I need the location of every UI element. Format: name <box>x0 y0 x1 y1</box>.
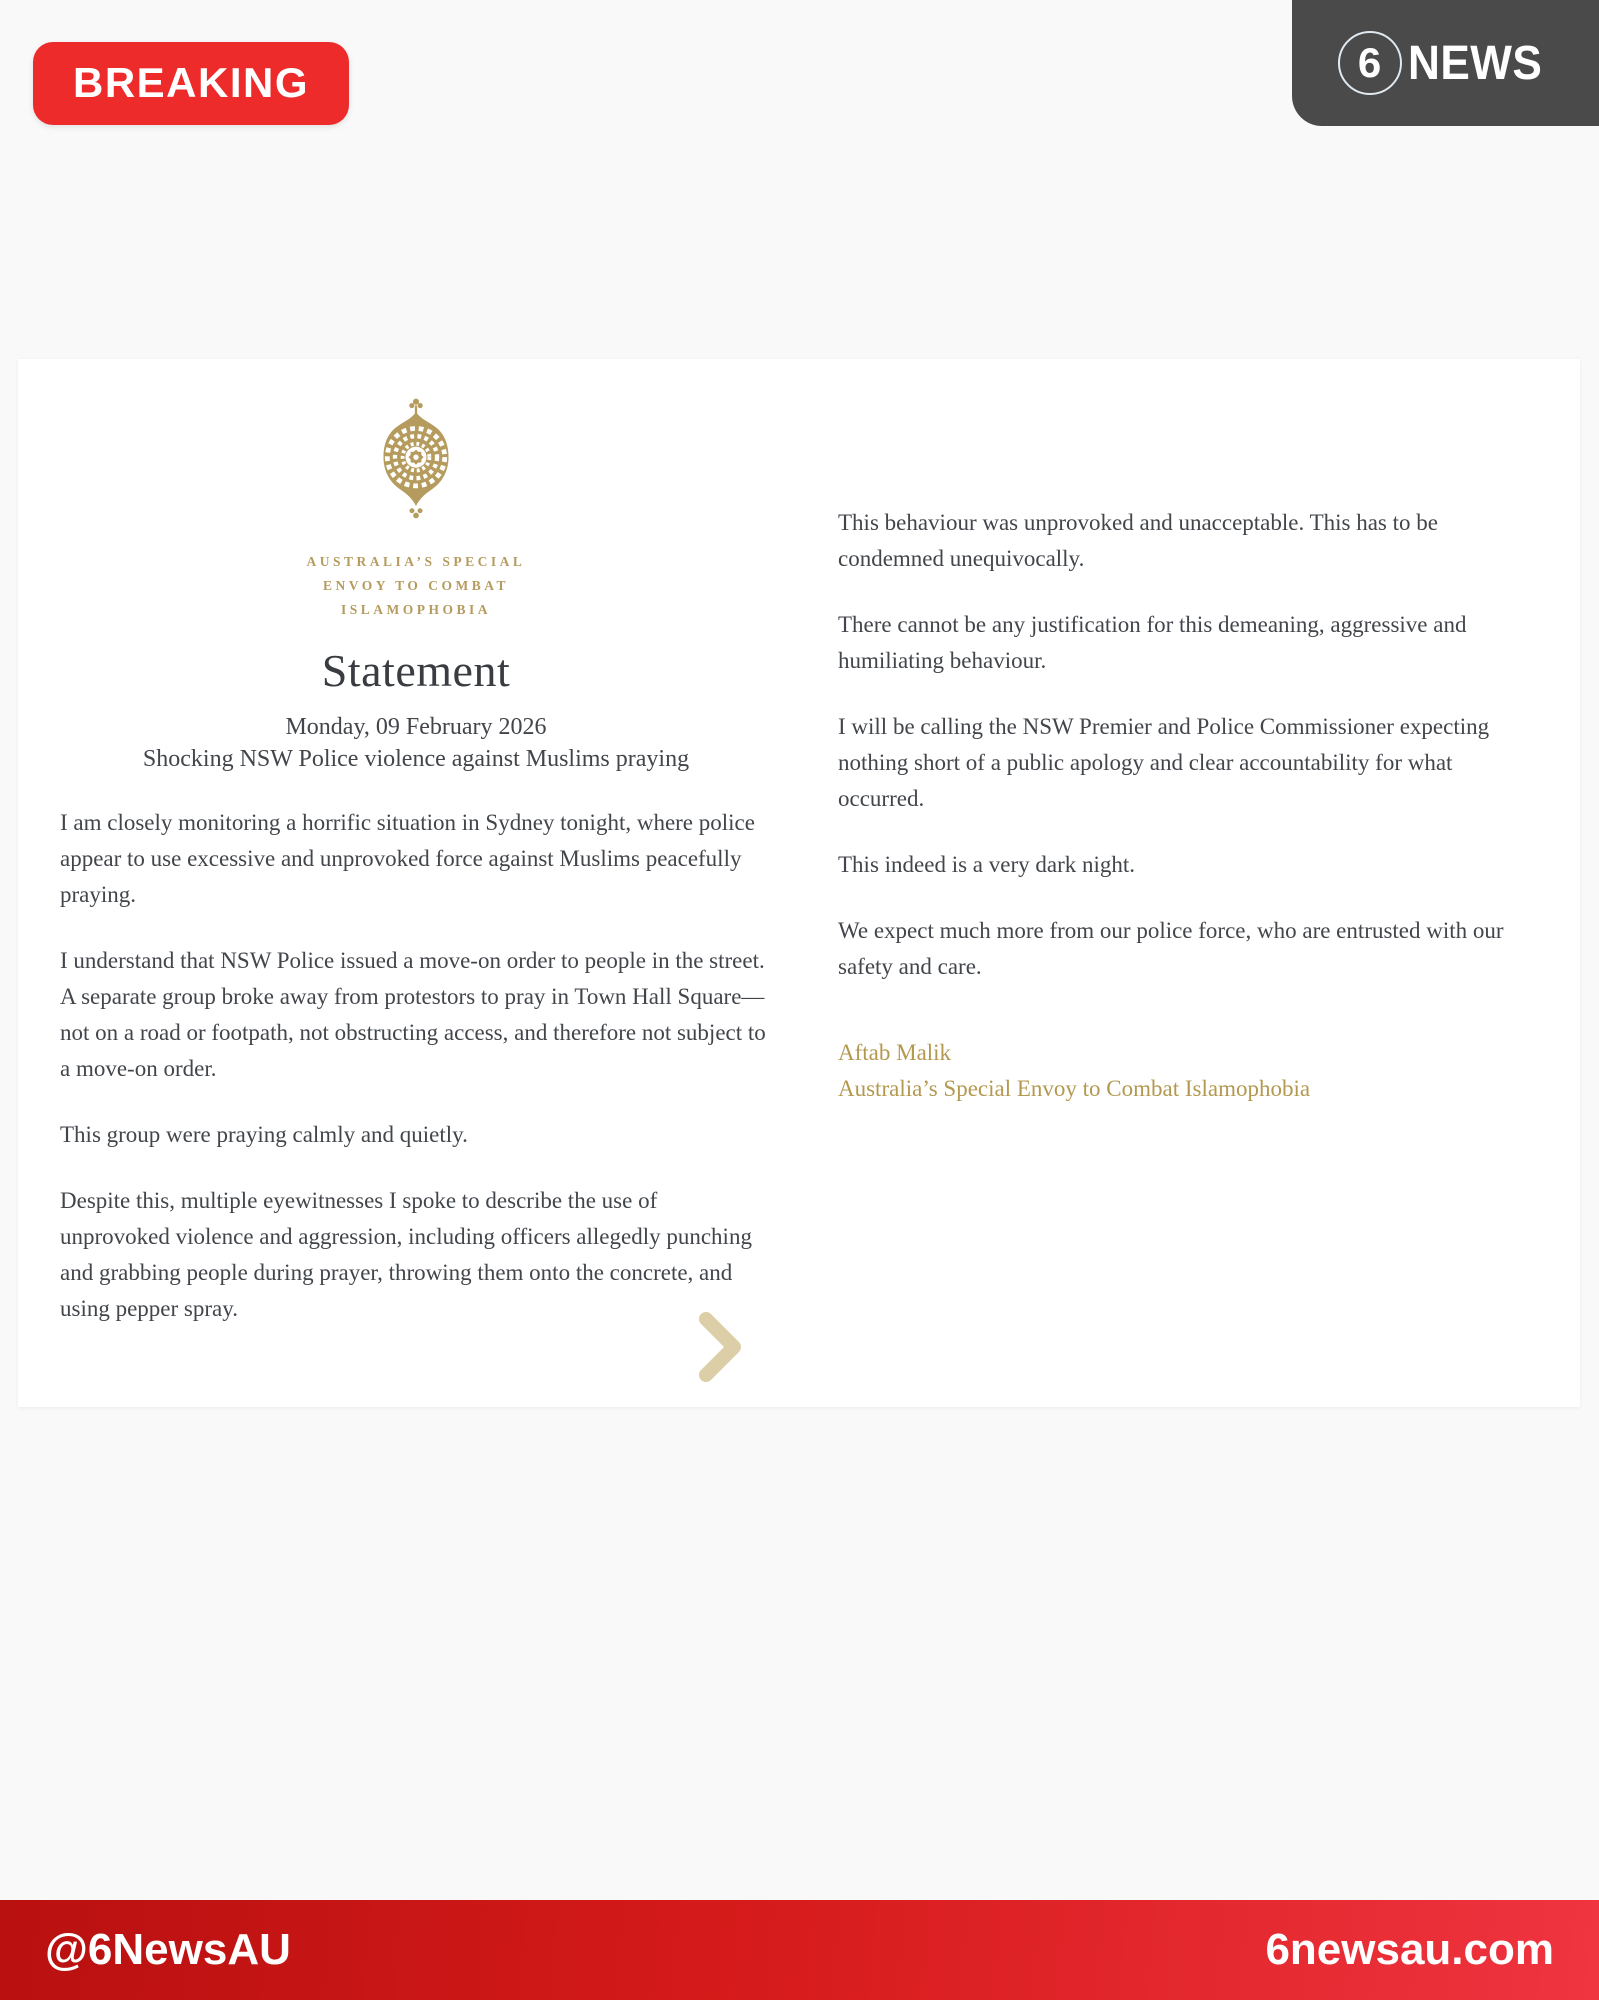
org-name-line: ISLAMOPHOBIA <box>340 602 491 617</box>
org-name <box>60 550 772 622</box>
six-circle-icon <box>1338 31 1402 95</box>
envoy-emblem-icon <box>368 395 464 532</box>
social-handle: @6NewsAU <box>45 1925 291 1974</box>
statement-date: Monday, 09 February 2026 <box>285 714 547 740</box>
six-news-wordmark: NEWS <box>1407 36 1542 90</box>
signature-block <box>838 1035 1540 1107</box>
logo-number: 6 <box>1357 39 1382 86</box>
statement-title: Statement <box>321 645 511 696</box>
org-name-line: AUSTRALIA’S SPECIAL <box>306 554 526 569</box>
org-name-line: ENVOY TO COMBAT <box>323 578 509 593</box>
statement-subject: Shocking NSW Police violence against Muslims praying <box>142 746 690 772</box>
statement-left-column <box>60 395 772 1407</box>
six-news-logo <box>1292 0 1599 126</box>
website-url: 6newsau.com <box>1265 1925 1554 1974</box>
statement-paragraph: There cannot be any justification for this demeaning, aggressive and humiliating behaviour. <box>838 612 1467 673</box>
statement-paragraph: This group were praying calmly and quietly. <box>60 1122 468 1147</box>
statement-paragraph: I will be calling the NSW Premier and Police Commissioner expecting nothing short of a public apology and clear accountability for what occurred. <box>838 714 1490 811</box>
statement-paragraph: Despite this, multiple eyewitnesses I spoke to describe the use of unprovoked violence and aggression, including officers allegedly punching and grabbing people during prayer, throwing them onto the concrete, and using pepper spray. <box>60 1188 752 1321</box>
footer-bar <box>0 1900 1599 2000</box>
statement-paragraph: This indeed is a very dark night. <box>838 852 1136 877</box>
statement-card <box>18 359 1580 1407</box>
next-chevron-icon <box>696 1309 744 1385</box>
signature-name: Aftab Malik <box>838 1040 952 1065</box>
statement-paragraph: I am closely monitoring a horrific situation in Sydney tonight, where police appear to use excessive and unprovoked force against Muslims peacefully praying. <box>60 810 755 907</box>
breaking-badge: BREAKING <box>33 42 349 125</box>
statement-paragraph: I understand that NSW Police issued a move-on order to people in the street. A separate group broke away from protestors to pray in Town Hall Square—not on a road or footpath, not obstructing access, and therefore not subject to a move-on order. <box>60 948 766 1081</box>
statement-paragraph: We expect much more from our police force, who are entrusted with our safety and care. <box>838 918 1504 979</box>
statement-right-column <box>838 395 1540 1407</box>
signature-role: Australia’s Special Envoy to Combat Islamophobia <box>838 1076 1311 1101</box>
statement-paragraph: This behaviour was unprovoked and unacceptable. This has to be condemned unequivocally. <box>838 510 1438 571</box>
